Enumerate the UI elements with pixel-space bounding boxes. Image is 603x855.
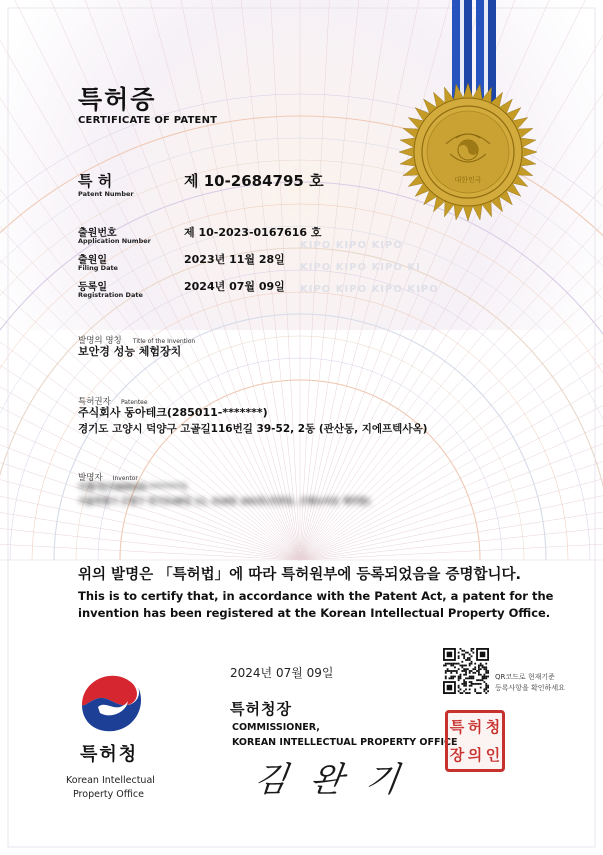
commissioner-signature: 김 완 기 xyxy=(251,760,408,800)
patent-number-label: 특 허 xyxy=(78,172,113,190)
commissioner-title-en-line2: KOREAN INTELLECTUAL PROPERTY OFFICE xyxy=(232,737,458,748)
certification-en-line2: invention has been registered at the Korean Intellectual Property Office. xyxy=(78,606,551,620)
registration-date-label-en: Registration Date xyxy=(78,291,143,299)
qr-note-line1: QR코드로 현재기준 xyxy=(495,673,555,681)
patentee-label-ko: 특허권자 xyxy=(78,397,111,407)
stamp-char: 허 xyxy=(467,717,483,736)
patentee-name: 주식회사 동아테크(285011-*******) xyxy=(78,406,268,419)
inventor-label-en: Inventor xyxy=(112,475,138,482)
filing-date-value: 2023년 11월 28일 xyxy=(184,253,285,266)
qr-note-line2: 등록사항을 확인하세요 xyxy=(495,684,565,692)
registration-date-value: 2024년 07월 09일 xyxy=(184,280,285,293)
commissioner-title-en-line1: COMMISSIONER, xyxy=(232,722,320,733)
registration-date-label: 등록일 xyxy=(78,282,107,293)
stamp-char: 청 xyxy=(485,717,501,736)
invention-title: 보안경 성능 체험장치 xyxy=(78,345,182,358)
stamp-char: 장 xyxy=(449,745,465,764)
inventor-name: 이충석(740925-*******) xyxy=(78,483,187,493)
issue-date: 2024년 07월 09일 xyxy=(230,666,334,680)
patent-number-label-en: Patent Number xyxy=(78,190,134,198)
commissioner-title: 특허청장 xyxy=(230,700,292,718)
office-name-en-line1: Korean Intellectual xyxy=(66,775,155,786)
official-stamp xyxy=(445,710,505,772)
application-number-label: 출원번호 xyxy=(78,228,117,239)
watermark-line: KIPO KIPO KIPO KI xyxy=(300,262,421,273)
certification-en-line1: This is to certify that, in accordance with the Patent Act, a patent for the xyxy=(78,589,554,603)
filing-date-label-en: Filing Date xyxy=(78,264,118,272)
patent-number-value: 제 10-2684795 호 xyxy=(184,172,324,190)
qr-code-icon[interactable] xyxy=(443,648,489,694)
office-name-ko: 특허청 xyxy=(80,744,139,765)
invention-label-ko: 발명의 명칭 xyxy=(78,336,122,346)
watermark-line: KIPO KIPO KIPO KIPO xyxy=(300,284,439,295)
patentee-label-en: Patentee xyxy=(120,399,148,406)
watermark-line: KIPO KIPO KIPO xyxy=(300,240,403,251)
gold-seal-icon xyxy=(398,82,538,222)
inventor-label-ko: 발명자 xyxy=(78,473,103,483)
certification-ko: 위의 발명은 「특허법」에 따라 특허원부에 등록되었음을 증명합니다. xyxy=(78,567,521,583)
stamp-char: 인 xyxy=(485,745,501,764)
kipo-logo-icon xyxy=(76,665,148,737)
application-number-value: 제 10-2023-0167616 호 xyxy=(184,226,322,239)
application-number-label-en: Application Number xyxy=(78,237,151,245)
svg-text:대한민국: 대한민국 xyxy=(454,176,482,184)
stamp-char: 특 xyxy=(449,717,465,736)
filing-date-label: 출원일 xyxy=(78,255,107,266)
page-title: 특허증 xyxy=(78,85,157,114)
invention-label-en: Title of the Invention xyxy=(132,338,196,345)
stamp-char: 의 xyxy=(467,745,483,764)
patentee-address: 경기도 고양시 덕양구 고골길116번길 39-52, 2동 (관산동, 지에프텍사옥) xyxy=(78,423,428,435)
page-subtitle: CERTIFICATE OF PATENT xyxy=(78,115,218,126)
office-name-en-line2: Property Office xyxy=(73,789,144,800)
inventor-address: 서울특별시 은평구 연서로48길 11, 518동 202호(진관동, 은평뉴타운 제각말) xyxy=(78,496,371,506)
